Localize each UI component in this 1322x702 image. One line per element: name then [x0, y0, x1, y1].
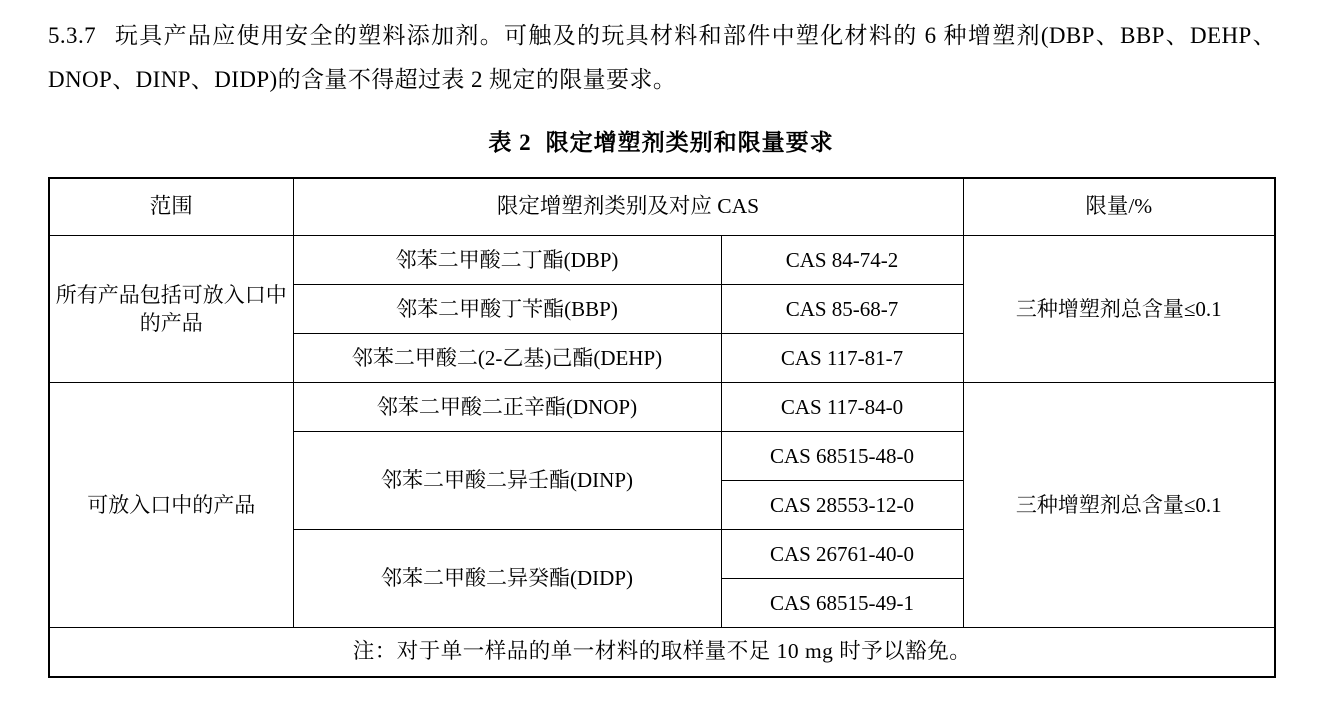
header-scope: 范围 [49, 178, 293, 236]
table-note: 注：对于单一样品的单一材料的取样量不足 10 mg 时予以豁免。 [49, 628, 1275, 678]
limit-cell-group1: 三种增塑剂总含量≤0.1 [963, 236, 1275, 383]
table-row [49, 383, 1275, 432]
table-note-row [49, 628, 1275, 678]
table-caption-label: 表 2 [488, 130, 532, 155]
cas-number: CAS 68515-48-0 [721, 432, 963, 481]
header-limit: 限量/% [963, 178, 1275, 236]
table-caption-title: 限定增塑剂类别和限量要求 [545, 130, 834, 155]
table-body [49, 236, 1275, 678]
cas-number: CAS 68515-49-1 [721, 579, 963, 628]
table-head [49, 178, 1275, 236]
clause-text: 玩具产品应使用安全的塑料添加剂。可触及的玩具材料和部件中塑化材料的 6 种增塑剂(DBP、BBP、DEHP、DNOP、DINP、DIDP)的含量不得超过表 2 规定的限量要求。 [48, 23, 1276, 92]
cas-number: CAS 117-84-0 [721, 383, 963, 432]
table-header-row [49, 178, 1275, 236]
substance-name: 邻苯二甲酸丁苄酯(BBP) [293, 285, 721, 334]
cas-number: CAS 26761-40-0 [721, 530, 963, 579]
clause-number: 5.3.7 [48, 23, 96, 48]
table-row [49, 236, 1275, 285]
header-category-cas: 限定增塑剂类别及对应 CAS [293, 178, 963, 236]
cas-number: CAS 84-74-2 [721, 236, 963, 285]
cas-number: CAS 85-68-7 [721, 285, 963, 334]
substance-name: 邻苯二甲酸二丁酯(DBP) [293, 236, 721, 285]
table-caption [0, 124, 1322, 157]
table-container [48, 177, 1274, 678]
plasticizer-limit-table [48, 177, 1276, 678]
clause-paragraph [48, 14, 1276, 102]
document-page [0, 14, 1322, 702]
scope-cell-group2: 可放入口中的产品 [49, 383, 293, 628]
substance-name: 邻苯二甲酸二异癸酯(DIDP) [293, 530, 721, 628]
substance-name: 邻苯二甲酸二异壬酯(DINP) [293, 432, 721, 530]
substance-name: 邻苯二甲酸二(2-乙基)己酯(DEHP) [293, 334, 721, 383]
scope-cell-group1: 所有产品包括可放入口中的产品 [49, 236, 293, 383]
limit-cell-group2: 三种增塑剂总含量≤0.1 [963, 383, 1275, 628]
substance-name: 邻苯二甲酸二正辛酯(DNOP) [293, 383, 721, 432]
cas-number: CAS 28553-12-0 [721, 481, 963, 530]
cas-number: CAS 117-81-7 [721, 334, 963, 383]
